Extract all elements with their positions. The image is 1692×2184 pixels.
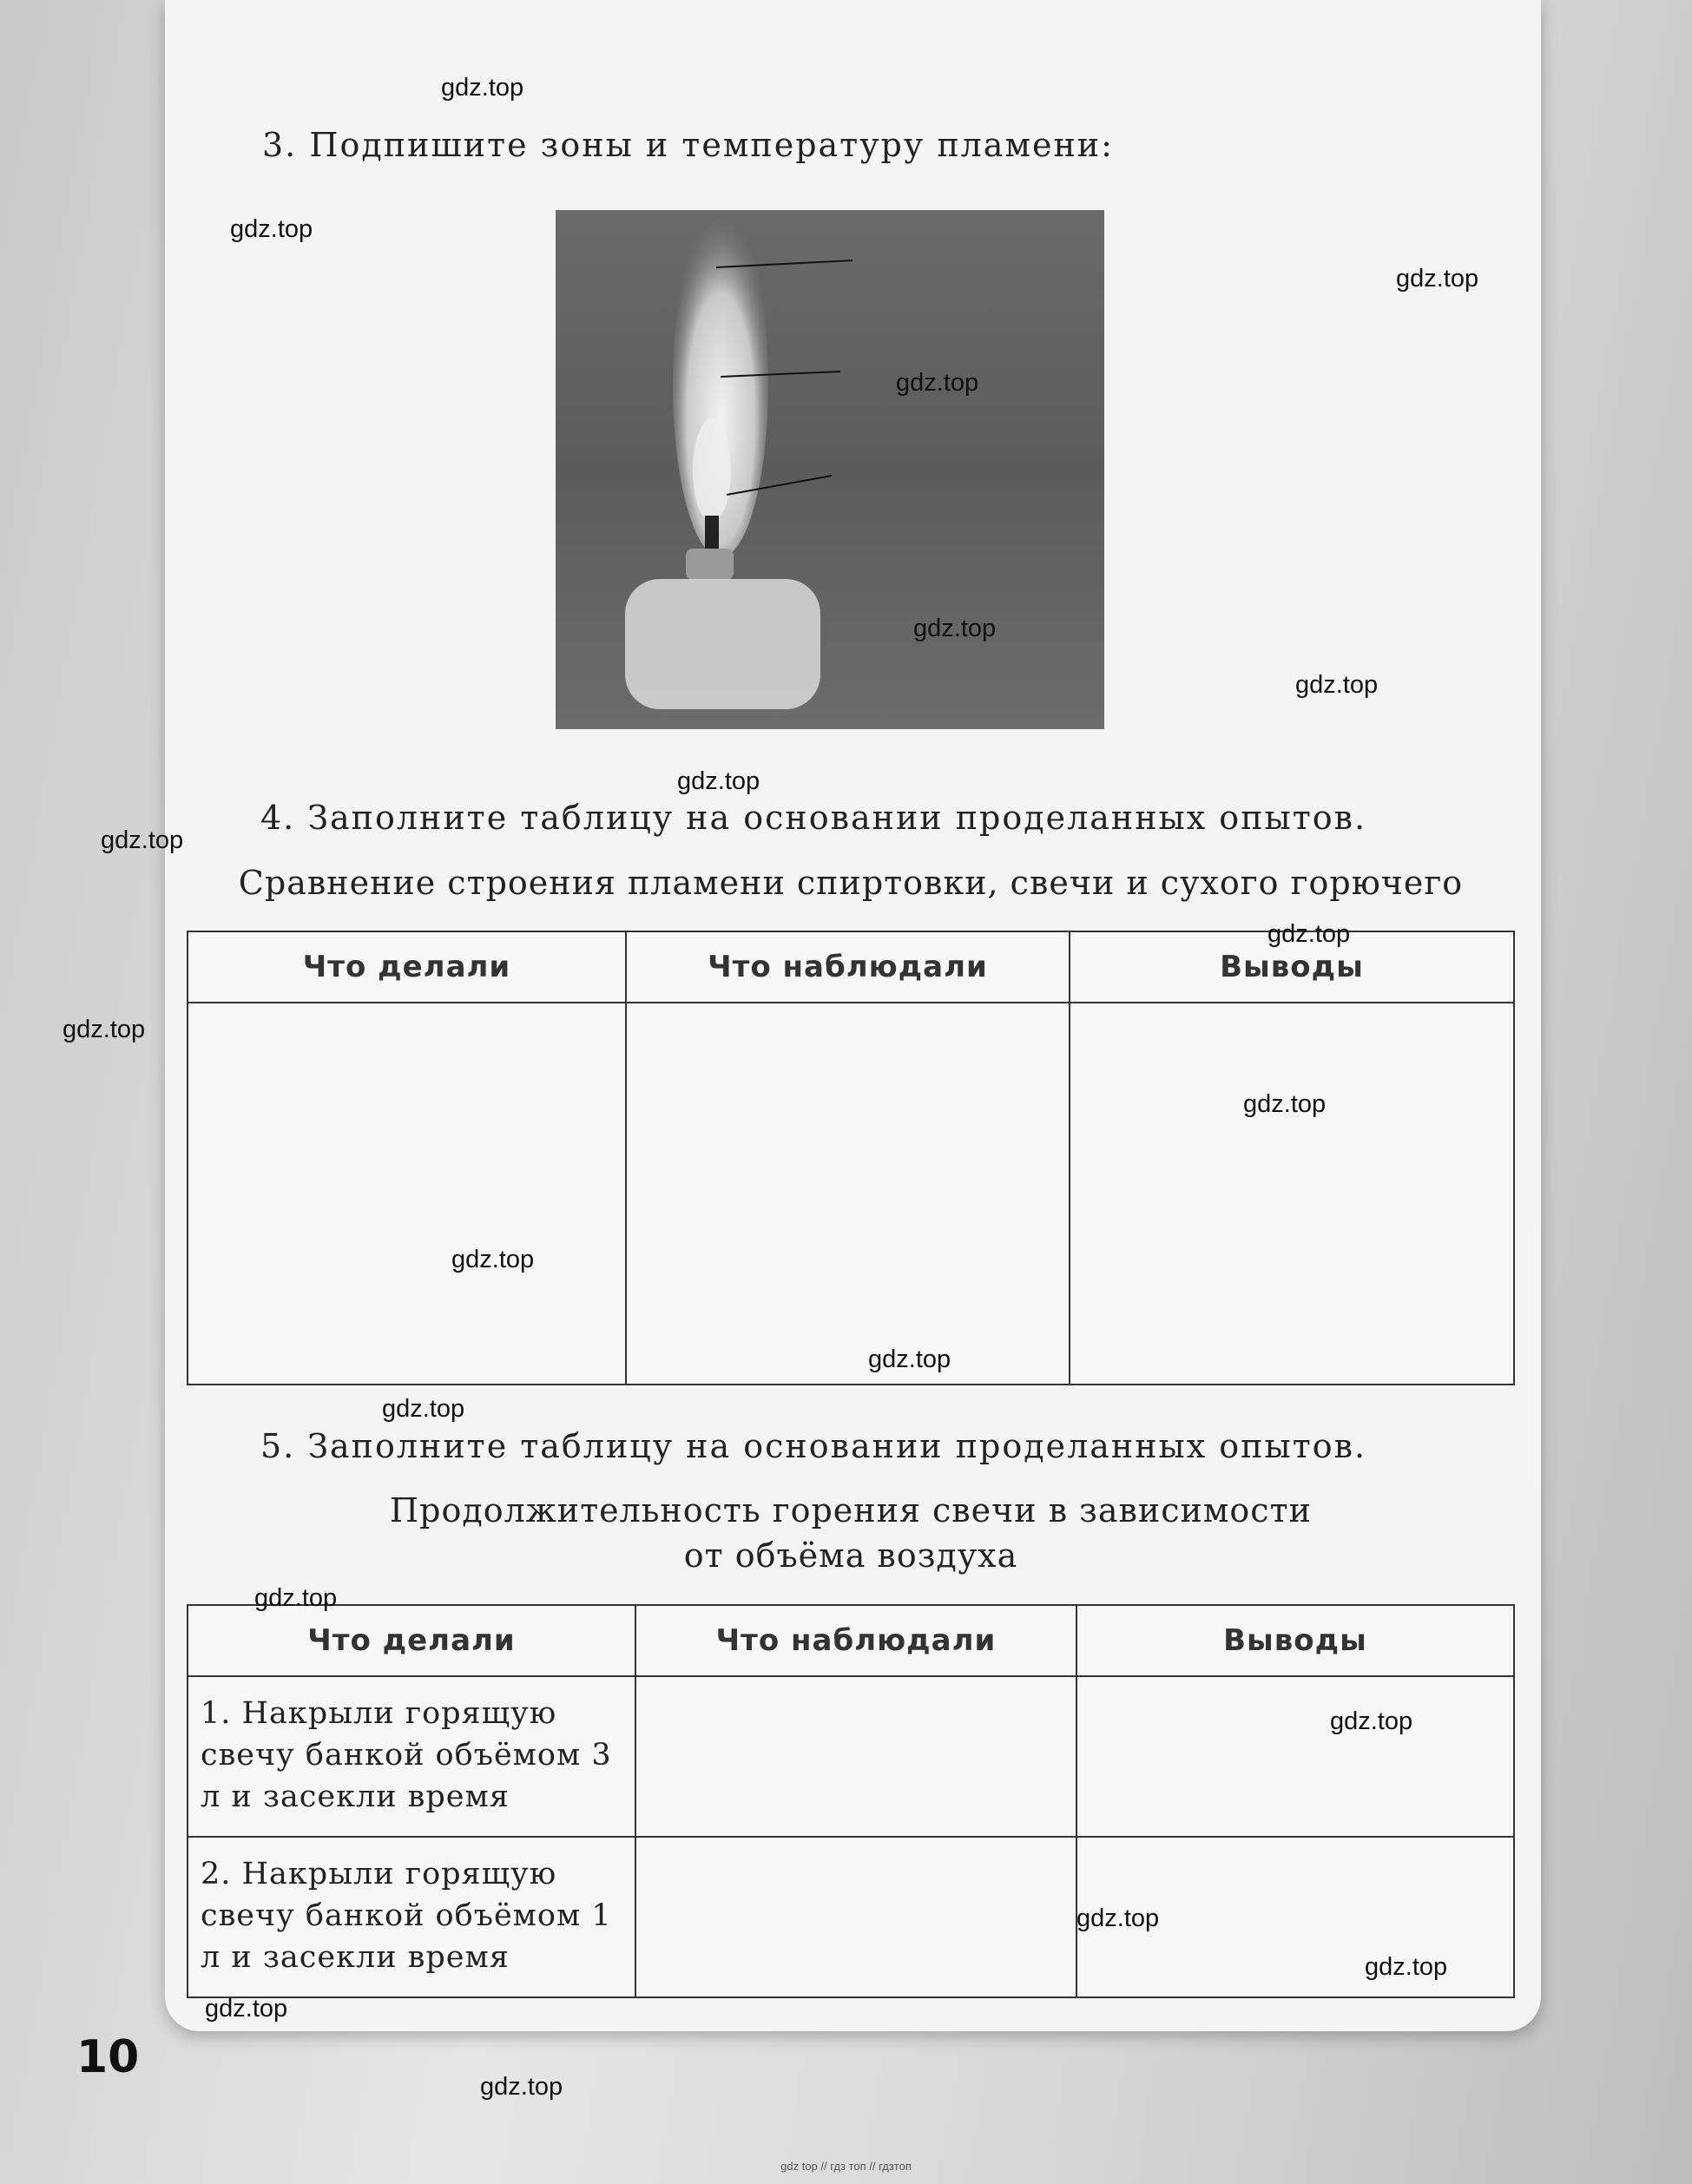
answer-cell[interactable]: [1070, 1003, 1514, 1385]
task-5-caption-line1: Продолжительность горения свечи в зависимости: [390, 1491, 1312, 1529]
flame-illustration: [556, 210, 1104, 729]
task-3-text: 3. Подпишите зоны и температуру пламени:: [262, 126, 1114, 164]
table-row: [188, 1003, 1514, 1385]
header-cell: Выводы: [1076, 1605, 1514, 1676]
flame-comparison-table: [187, 931, 1515, 1385]
task-4-caption: Сравнение строения пламени спиртовки, свечи и сухого горючего: [238, 864, 1464, 902]
lamp-glass: [625, 579, 820, 709]
watermark: gdz.top: [1396, 265, 1479, 293]
task-5-text: 5. Заполните таблицу на основании проделанных опытов.: [260, 1427, 1367, 1465]
watermark: gdz.top: [1365, 1953, 1448, 1981]
watermark: gdz.top: [896, 369, 979, 397]
answer-cell[interactable]: [1076, 1676, 1514, 1837]
header-cell: Выводы: [1070, 931, 1514, 1003]
watermark: gdz.top: [1076, 1904, 1160, 1932]
answer-cell[interactable]: [188, 1003, 626, 1385]
header-cell: Что наблюдали: [626, 931, 1070, 1003]
watermark: gdz.top: [382, 1395, 465, 1423]
task-4-text: 4. Заполните таблицу на основании проделанных опытов.: [260, 799, 1367, 837]
footer-note: gdz top // гдз топ // гдзтоп: [780, 2160, 912, 2173]
wick: [705, 516, 719, 550]
table-row: [188, 1837, 1514, 1997]
watermark: gdz.top: [1243, 1090, 1327, 1118]
action-cell: 1. Накрыли горящую свечу банкой объёмом 3 л и засекли время: [188, 1676, 635, 1837]
watermark: gdz.top: [254, 1584, 338, 1612]
table-header-row: [188, 1605, 1514, 1676]
candle-burning-table: [187, 1604, 1515, 1998]
header-cell: Что наблюдали: [635, 1605, 1076, 1676]
action-cell: 2. Накрыли горящую свечу банкой объёмом 1 л и засекли время: [188, 1837, 635, 1997]
watermark: gdz.top: [230, 215, 313, 243]
watermark: gdz.top: [913, 615, 997, 642]
answer-cell[interactable]: [635, 1676, 1076, 1837]
table-row: [188, 1676, 1514, 1837]
watermark: gdz.top: [101, 826, 184, 854]
watermark: gdz.top: [1330, 1707, 1413, 1735]
watermark: gdz.top: [1267, 920, 1351, 948]
header-cell: Что делали: [188, 931, 626, 1003]
watermark: gdz.top: [451, 1246, 535, 1273]
header-cell: Что делали: [188, 1605, 635, 1676]
answer-cell[interactable]: [626, 1003, 1070, 1385]
watermark: gdz.top: [480, 2073, 563, 2101]
watermark: gdz.top: [205, 1995, 288, 2023]
flame-core: [693, 418, 731, 523]
watermark: gdz.top: [1295, 671, 1379, 699]
spirit-lamp-photo: [556, 210, 1104, 729]
watermark: gdz.top: [868, 1345, 951, 1373]
watermark: gdz.top: [677, 767, 760, 795]
page-number: 10: [76, 2031, 140, 2083]
task-5-caption-line2: от объёма воздуха: [683, 1536, 1018, 1575]
lamp-cap: [686, 549, 734, 580]
answer-cell[interactable]: [635, 1837, 1076, 1997]
watermark: gdz.top: [63, 1016, 146, 1043]
watermark: gdz.top: [441, 74, 524, 102]
